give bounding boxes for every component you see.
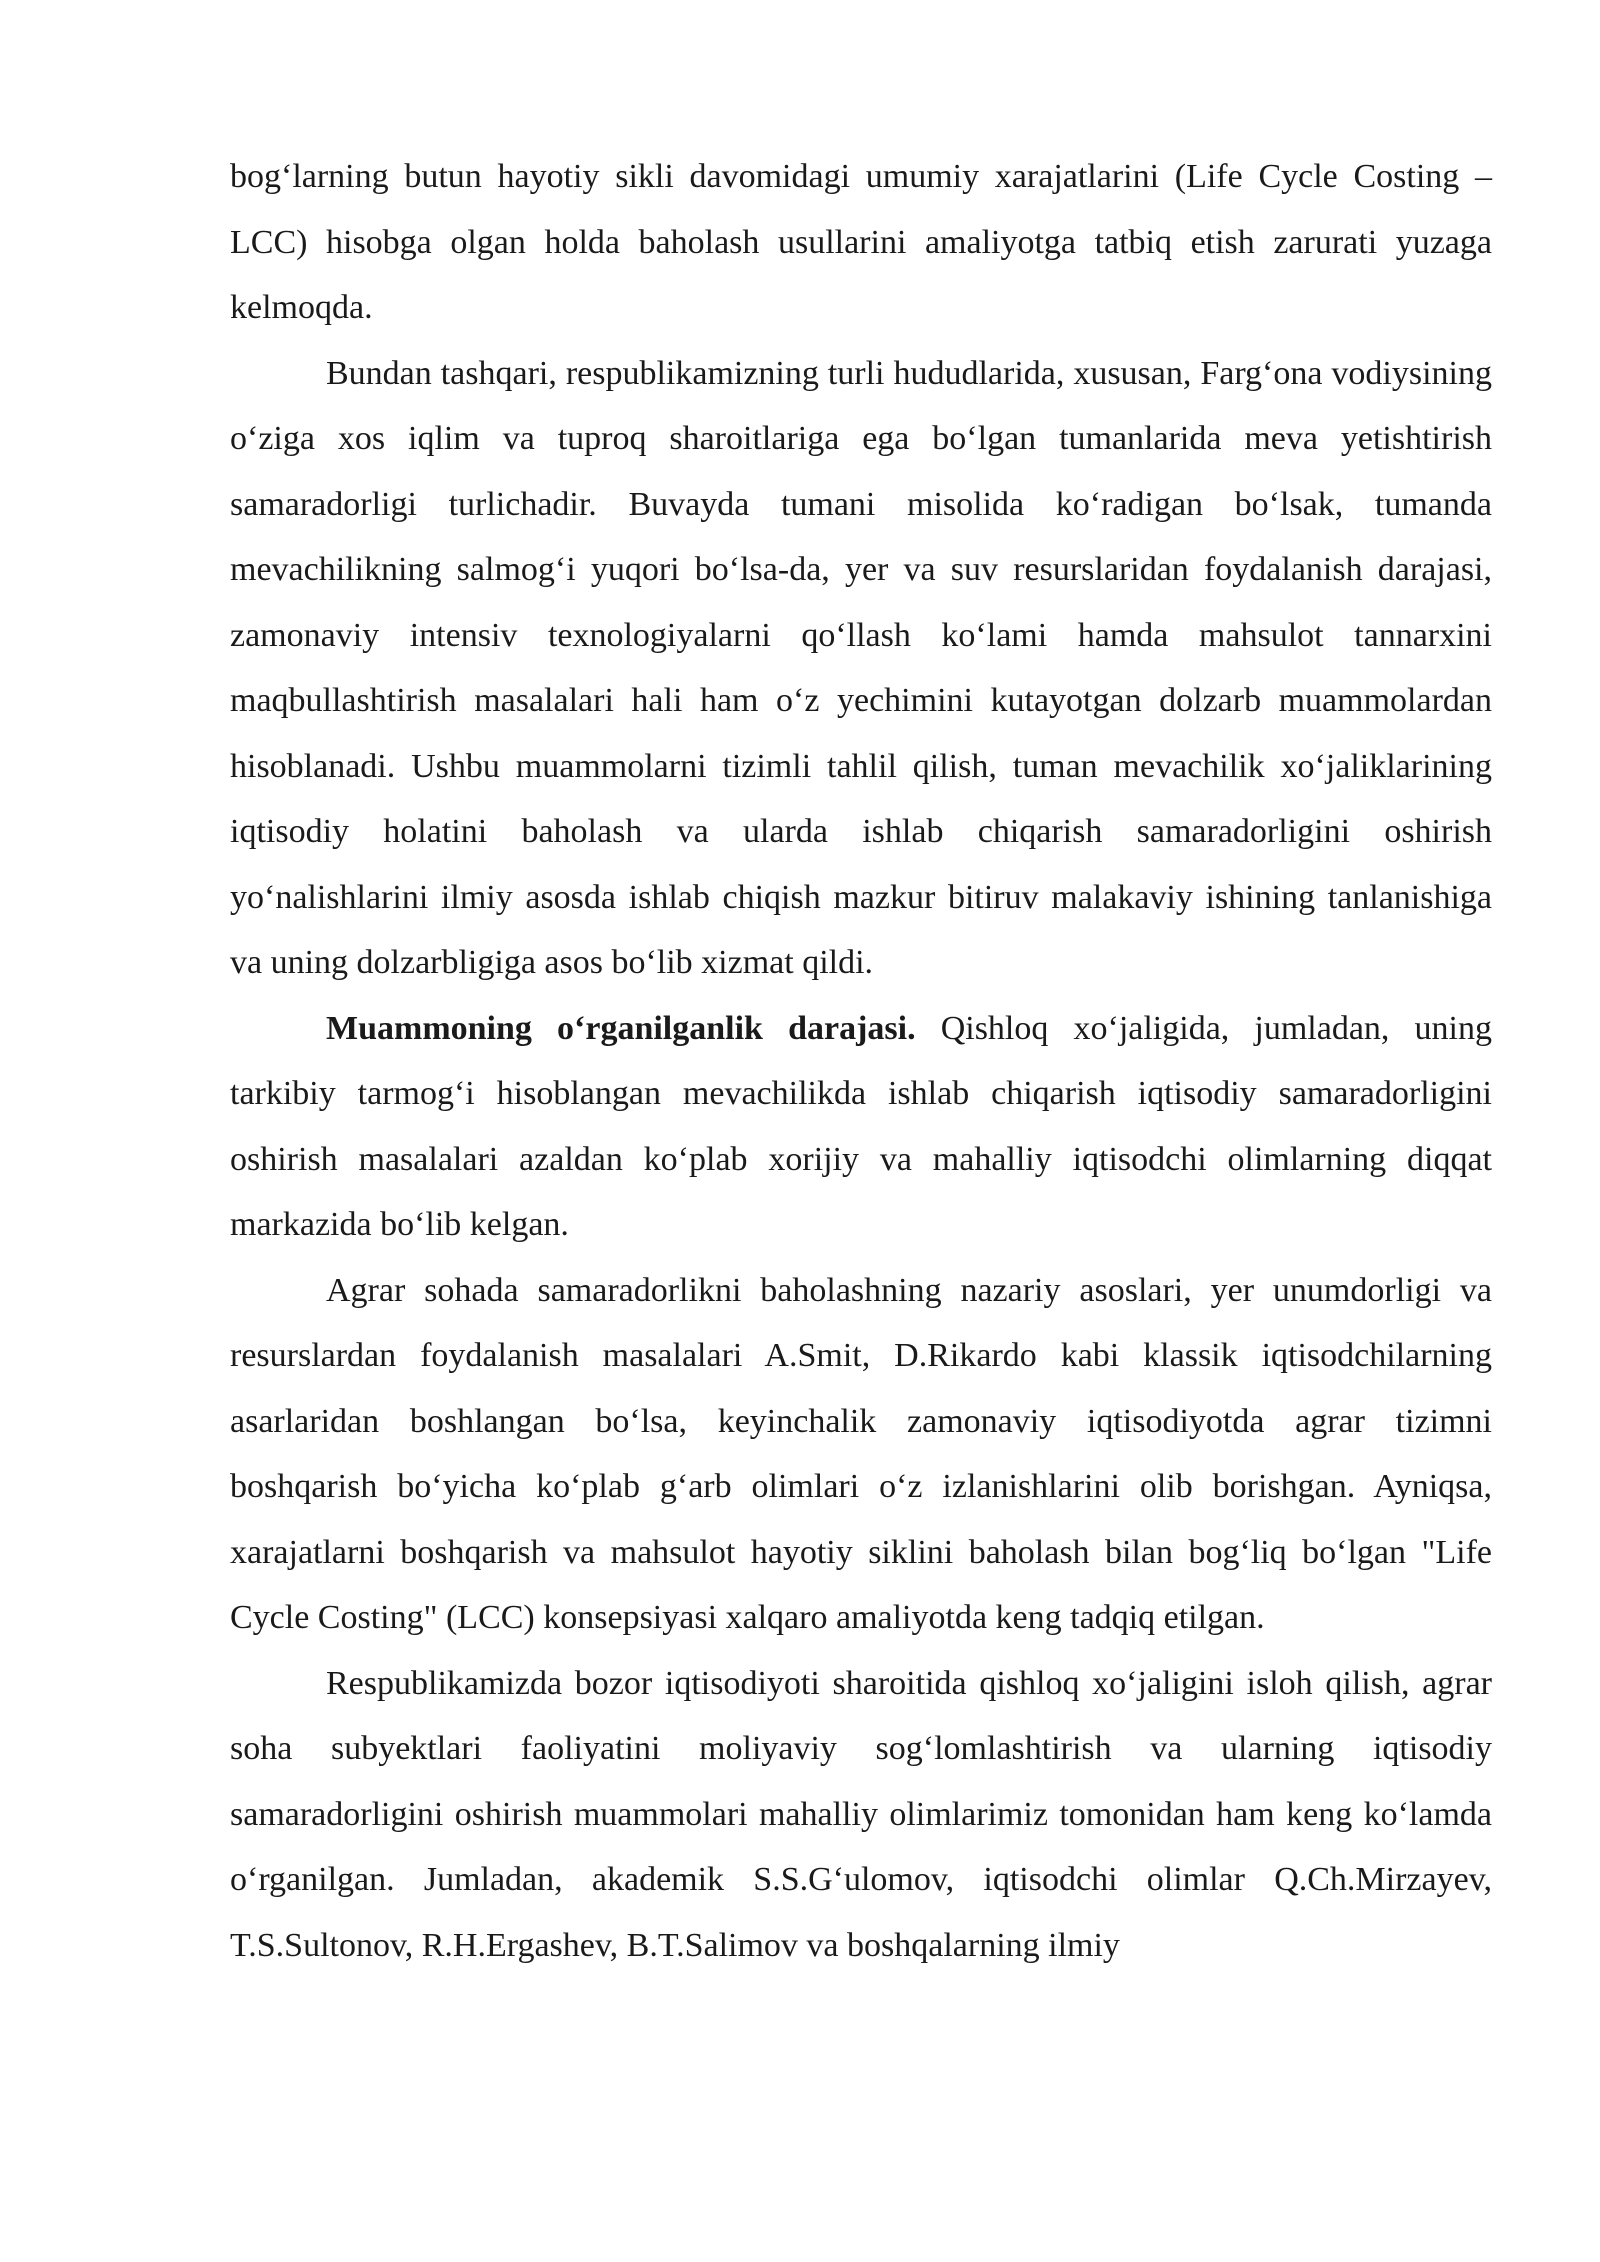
paragraph-text: bog‘larning butun hayotiy sikli davomidagi umumiy xarajatlarini (Life Cycle Costing – LCC) hisobga olgan holda baholash usullarini amaliyotga tatbiq etish zarurati yuzaga kelmoqda. (230, 158, 1492, 326)
paragraph-local-scholars (230, 1651, 1492, 1979)
paragraph-lead-heading: Muammoning o‘rganilganlik darajasi. (326, 1009, 916, 1047)
paragraph-text: Agrar sohada samaradorlikni baholashning nazariy asoslari, yer unumdorligi va resurslardan foydalanish masalalari A.Smit, D.Rikardo kabi klassik iqtisodchilarning asarlaridan boshlangan bo‘lsa, keyinchalik zamonaviy iqtisodiyotda agrar tizimni boshqarish bo‘yicha ko‘plab g‘arb olimlari o‘z izlanishlarini olib borishgan. Ayniqsa, xarajatlarni boshqarish va mahsulot hayotiy siklini baholash bilan bog‘liq bo‘lgan "Life Cycle Costing" (LCC) konsepsiyasi xalqaro amaliyotda keng tadqiq etilgan. (230, 1271, 1492, 1636)
paragraph-text: Bundan tashqari, respublikamizning turli hududlarida, xususan, Farg‘ona vodiysining o‘ziga xos iqlim va tuproq sharoitlariga ega bo‘lgan tumanlarida meva yetishtirish samaradorligi turlichadir. Buvayda tumani misolida ko‘radigan bo‘lsak, tumanda mevachilikning salmog‘i yuqori bo‘lsa-da, yer va suv resurslaridan foydalanish darajasi, zamonaviy intensiv texnologiyalarni qo‘llash ko‘lami hamda mahsulot tannarxini maqbullashtirish masalalari hali ham o‘z yechimini kutayotgan dolzarb muammolardan hisoblanadi. Ushbu muammolarni tizimli tahlil qilish, tuman mevachilik xo‘jaliklarining iqtisodiy holatini baholash va ularda ishlab chiqarish samaradorligini oshirish yo‘nalishlarini ilmiy asosda ishlab chiqish mazkur bitiruv malakaviy ishining tanlanishiga va uning dolzarbligiga asos bo‘lib xizmat qildi. (230, 354, 1492, 981)
paragraph-research-degree (230, 996, 1492, 1258)
paragraph-fergana-valley (230, 341, 1492, 996)
paragraph-text: Qishloq xo‘jaligida, jumladan, uning tarkibiy tarmog‘i hisoblangan mevachilikda ishlab chiqarish iqtisodiy samaradorligini oshirish masalalari azaldan ko‘plab xorijiy va mahalliy iqtisodchi olimlarning diqqat markazida bo‘lib kelgan. (230, 1009, 1492, 1243)
paragraph-lcc-continuation (230, 144, 1492, 341)
document-body (230, 144, 1492, 1978)
paragraph-text: Respublikamizda bozor iqtisodiyoti sharoitida qishloq xo‘jaligini isloh qilish, agrar soha subyektlari faoliyatini moliyaviy sog‘lomlashtirish va ularning iqtisodiy samaradorligini oshirish muammolari mahalliy olimlarimiz tomonidan ham keng ko‘lamda o‘rganilgan. Jumladan, akademik S.S.G‘ulomov, iqtisodchi olimlar Q.Ch.Mirzayev, T.S.Sultonov, R.H.Ergashev, B.T.Salimov va boshqalarning ilmiy (230, 1664, 1492, 1964)
paragraph-agrarian-theory (230, 1258, 1492, 1651)
